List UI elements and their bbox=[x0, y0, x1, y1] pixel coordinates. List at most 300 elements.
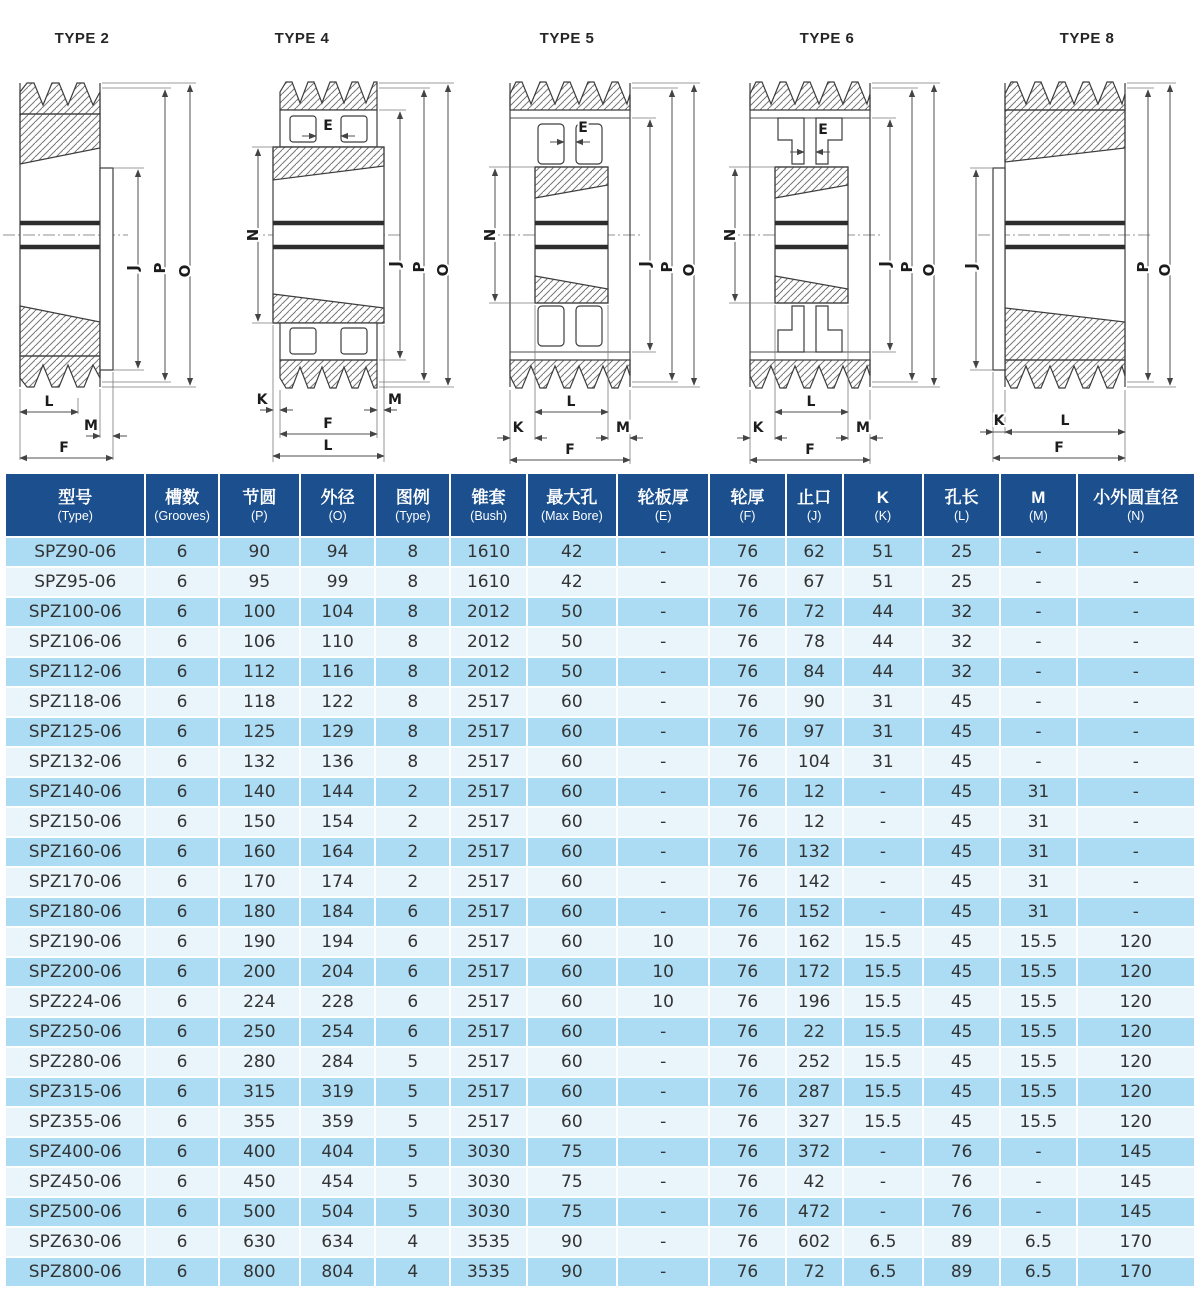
spec-cell: SPZ160-06 bbox=[6, 838, 144, 866]
spec-cell: - bbox=[618, 568, 708, 596]
spec-cell: 145 bbox=[1078, 1198, 1194, 1226]
spec-cell: 60 bbox=[528, 688, 616, 716]
hub-section-upper bbox=[20, 114, 100, 164]
spec-cell: 76 bbox=[710, 808, 784, 836]
column-header-en: (F) bbox=[739, 508, 756, 523]
spec-cell: 5 bbox=[376, 1168, 449, 1196]
column-header bbox=[1001, 474, 1075, 536]
spec-cell: - bbox=[844, 778, 922, 806]
column-header-zh: 外径 bbox=[320, 487, 355, 507]
web-window bbox=[290, 328, 316, 354]
spec-cell: 60 bbox=[528, 1108, 616, 1136]
spec-cell: 170 bbox=[1078, 1228, 1194, 1256]
column-header bbox=[618, 474, 708, 536]
spec-cell: 76 bbox=[924, 1138, 999, 1166]
column-header-zh: K bbox=[876, 487, 890, 507]
spec-cell: 6.5 bbox=[1001, 1228, 1075, 1256]
column-header bbox=[6, 474, 144, 536]
spec-cell: 284 bbox=[301, 1048, 374, 1076]
spec-cell: - bbox=[618, 538, 708, 566]
spec-cell: 76 bbox=[710, 1108, 784, 1136]
spec-cell: 50 bbox=[528, 658, 616, 686]
dim-label-j: J bbox=[962, 263, 980, 269]
spec-cell: 315 bbox=[220, 1078, 299, 1106]
spec-cell: 2517 bbox=[451, 1108, 525, 1136]
dim-label-f: F bbox=[323, 416, 333, 432]
spec-cell: 45 bbox=[924, 1048, 999, 1076]
spec-cell: 6 bbox=[146, 718, 217, 746]
web-window bbox=[290, 116, 316, 142]
spec-cell: 8 bbox=[376, 538, 449, 566]
spec-cell: 142 bbox=[787, 868, 842, 896]
spec-cell: 254 bbox=[301, 1018, 374, 1046]
spec-cell: 95 bbox=[220, 568, 299, 596]
dim-label-f: F bbox=[1054, 440, 1064, 456]
rim-teeth-bottom bbox=[510, 360, 630, 388]
spec-cell: 250 bbox=[220, 1018, 299, 1046]
spec-cell: 6 bbox=[146, 748, 217, 776]
spec-cell: 132 bbox=[787, 838, 842, 866]
type-4-drawing-svg bbox=[240, 52, 470, 467]
spec-cell: 6 bbox=[146, 1108, 217, 1136]
spec-cell: - bbox=[844, 1198, 922, 1226]
dim-label-j: J bbox=[636, 261, 654, 267]
spec-cell: - bbox=[1078, 808, 1194, 836]
spec-cell: 60 bbox=[528, 1078, 616, 1106]
spec-cell: - bbox=[618, 1258, 708, 1286]
spec-cell: - bbox=[618, 1108, 708, 1136]
spec-cell: 118 bbox=[220, 688, 299, 716]
spec-cell: SPZ118-06 bbox=[6, 688, 144, 716]
spec-cell: 45 bbox=[924, 898, 999, 926]
spec-cell: 6 bbox=[146, 1198, 217, 1226]
spec-cell: 112 bbox=[220, 658, 299, 686]
spec-cell: 67 bbox=[787, 568, 842, 596]
column-header-en: (J) bbox=[806, 508, 822, 523]
spec-cell: 32 bbox=[924, 658, 999, 686]
spec-cell: 2517 bbox=[451, 778, 525, 806]
rim-teeth-bottom bbox=[1005, 360, 1125, 388]
spec-cell: 15.5 bbox=[844, 1108, 922, 1136]
rim-teeth-bottom bbox=[750, 360, 870, 388]
spec-cell: 5 bbox=[376, 1078, 449, 1106]
column-header-en: (E) bbox=[654, 508, 672, 523]
table-row bbox=[6, 718, 1194, 746]
diagram-type-8 bbox=[960, 0, 1200, 472]
spec-cell: 99 bbox=[301, 568, 374, 596]
spec-cell: 45 bbox=[924, 868, 999, 896]
diagram-type-2 bbox=[0, 0, 240, 472]
spec-cell: 6 bbox=[146, 568, 217, 596]
spec-cell: 15.5 bbox=[1001, 1078, 1075, 1106]
column-header-en: (O) bbox=[328, 508, 347, 523]
table-row bbox=[6, 1228, 1194, 1256]
spec-cell: 60 bbox=[528, 838, 616, 866]
dim-label-o: O bbox=[680, 263, 698, 277]
spec-cell: 76 bbox=[710, 658, 784, 686]
table-row bbox=[6, 1258, 1194, 1286]
spec-cell: 500 bbox=[220, 1198, 299, 1226]
spec-cell: 2012 bbox=[451, 598, 525, 626]
dim-label-m: M bbox=[84, 418, 98, 434]
spec-cell: 200 bbox=[220, 958, 299, 986]
spec-cell: 15.5 bbox=[1001, 1018, 1075, 1046]
spec-cell: 5 bbox=[376, 1108, 449, 1136]
spec-cell: 800 bbox=[220, 1258, 299, 1286]
dim-label-m: M bbox=[616, 420, 630, 436]
spec-cell: 60 bbox=[528, 958, 616, 986]
dim-label-j: J bbox=[876, 261, 894, 267]
column-header-zh: 槽数 bbox=[165, 487, 200, 507]
spec-cell: 32 bbox=[924, 598, 999, 626]
spec-cell: 6 bbox=[146, 1168, 217, 1196]
table-row bbox=[6, 658, 1194, 686]
spec-cell: 50 bbox=[528, 628, 616, 656]
spec-cell: - bbox=[1001, 658, 1075, 686]
spec-cell: 120 bbox=[1078, 1018, 1194, 1046]
dim-label-e: E bbox=[818, 122, 828, 138]
spec-cell: 125 bbox=[220, 718, 299, 746]
spec-cell: 76 bbox=[710, 538, 784, 566]
spec-cell: 97 bbox=[787, 718, 842, 746]
spec-cell: 76 bbox=[710, 748, 784, 776]
column-header bbox=[528, 474, 616, 536]
spec-cell: SPZ132-06 bbox=[6, 748, 144, 776]
spec-cell: 2517 bbox=[451, 1048, 525, 1076]
spec-cell: 116 bbox=[301, 658, 374, 686]
spec-cell: - bbox=[1078, 868, 1194, 896]
spec-cell: 2 bbox=[376, 838, 449, 866]
type-6-drawing-svg bbox=[720, 52, 950, 467]
rim-teeth-bottom bbox=[20, 356, 100, 387]
spec-cell: - bbox=[1078, 898, 1194, 926]
column-header bbox=[710, 474, 784, 536]
spec-cell: 327 bbox=[787, 1108, 842, 1136]
column-header-en: (Max Bore) bbox=[540, 508, 603, 523]
spec-cell: - bbox=[1001, 748, 1075, 776]
spec-cell: - bbox=[1078, 598, 1194, 626]
dim-label-l: L bbox=[1060, 413, 1070, 429]
spec-cell: 76 bbox=[710, 838, 784, 866]
spec-cell: 15.5 bbox=[1001, 958, 1075, 986]
spec-cell: - bbox=[1078, 718, 1194, 746]
spec-cell: 2517 bbox=[451, 988, 525, 1016]
column-header-zh: 孔长 bbox=[944, 487, 979, 507]
spec-cell: 90 bbox=[528, 1258, 616, 1286]
spec-cell: 3030 bbox=[451, 1138, 525, 1166]
column-header-zh: 最大孔 bbox=[546, 487, 598, 507]
spec-cell: - bbox=[844, 1168, 922, 1196]
spec-cell: 76 bbox=[710, 1018, 784, 1046]
spec-cell: - bbox=[844, 898, 922, 926]
table-row bbox=[6, 538, 1194, 566]
spec-cell: 400 bbox=[220, 1138, 299, 1166]
spec-cell: 31 bbox=[1001, 778, 1075, 806]
spec-cell: 2 bbox=[376, 778, 449, 806]
spec-cell: - bbox=[618, 1198, 708, 1226]
spec-cell: 6 bbox=[376, 898, 449, 926]
spec-cell: 355 bbox=[220, 1108, 299, 1136]
dim-label-m: M bbox=[856, 420, 870, 436]
column-header bbox=[146, 474, 217, 536]
spec-cell: - bbox=[618, 598, 708, 626]
dim-label-o: O bbox=[920, 263, 938, 277]
spec-cell: 144 bbox=[301, 778, 374, 806]
spec-cell: 15.5 bbox=[1001, 928, 1075, 956]
spec-cell: 6 bbox=[146, 688, 217, 716]
spec-cell: 60 bbox=[528, 928, 616, 956]
spec-cell: SPZ250-06 bbox=[6, 1018, 144, 1046]
web-window bbox=[538, 124, 564, 164]
spec-cell: 6 bbox=[146, 928, 217, 956]
spec-cell: 6 bbox=[146, 898, 217, 926]
dim-label-l: L bbox=[44, 394, 54, 410]
table-row bbox=[6, 958, 1194, 986]
column-header-zh: M bbox=[1031, 487, 1046, 507]
table-row bbox=[6, 1168, 1194, 1196]
hub-section-lower bbox=[1005, 308, 1125, 360]
spec-cell: 78 bbox=[787, 628, 842, 656]
dim-label-p: P bbox=[410, 261, 428, 273]
spec-cell: 634 bbox=[301, 1228, 374, 1256]
spec-cell: 472 bbox=[787, 1198, 842, 1226]
spec-cell: 15.5 bbox=[844, 958, 922, 986]
spec-cell: - bbox=[618, 778, 708, 806]
spec-cell: 6 bbox=[146, 778, 217, 806]
spec-cell: 60 bbox=[528, 868, 616, 896]
table-row bbox=[6, 778, 1194, 806]
column-header-en: (Grooves) bbox=[154, 508, 210, 523]
spec-cell: 2517 bbox=[451, 898, 525, 926]
spec-cell: 76 bbox=[710, 628, 784, 656]
header-row bbox=[6, 474, 1194, 536]
spec-cell: 8 bbox=[376, 568, 449, 596]
spec-cell: 25 bbox=[924, 538, 999, 566]
spec-cell: - bbox=[618, 1078, 708, 1106]
spec-cell: SPZ95-06 bbox=[6, 568, 144, 596]
spec-cell: 72 bbox=[787, 1258, 842, 1286]
spec-cell: - bbox=[1001, 718, 1075, 746]
spec-cell: - bbox=[1001, 1138, 1075, 1166]
dim-label-j: J bbox=[386, 261, 404, 267]
spec-cell: 2517 bbox=[451, 688, 525, 716]
spec-cell: SPZ90-06 bbox=[6, 538, 144, 566]
spec-cell: 6 bbox=[146, 628, 217, 656]
spec-cell: 2517 bbox=[451, 838, 525, 866]
column-header bbox=[844, 474, 922, 536]
spec-cell: 8 bbox=[376, 658, 449, 686]
spec-cell: 2517 bbox=[451, 748, 525, 776]
spec-cell: 287 bbox=[787, 1078, 842, 1106]
diagram-title: TYPE 8 bbox=[1059, 30, 1115, 47]
web-window bbox=[538, 306, 564, 346]
spec-cell: 6 bbox=[146, 658, 217, 686]
spec-cell: 76 bbox=[710, 898, 784, 926]
dim-label-k: K bbox=[752, 420, 764, 436]
spec-cell: 45 bbox=[924, 838, 999, 866]
table-row bbox=[6, 1018, 1194, 1046]
spec-cell: SPZ315-06 bbox=[6, 1078, 144, 1106]
table-row bbox=[6, 868, 1194, 896]
spec-cell: - bbox=[1001, 1168, 1075, 1196]
spec-cell: 45 bbox=[924, 1108, 999, 1136]
column-header-zh: 轮板厚 bbox=[637, 487, 689, 507]
spec-cell: 120 bbox=[1078, 1078, 1194, 1106]
table-row bbox=[6, 1198, 1194, 1226]
spec-cell: SPZ630-06 bbox=[6, 1228, 144, 1256]
spec-cell: 44 bbox=[844, 628, 922, 656]
spec-cell: 3535 bbox=[451, 1228, 525, 1256]
rim-teeth-top bbox=[510, 82, 630, 110]
column-header-en: (Type) bbox=[395, 508, 431, 523]
spec-cell: - bbox=[1078, 658, 1194, 686]
diagram-type-4 bbox=[240, 0, 480, 472]
type-8-drawing-svg bbox=[960, 52, 1190, 467]
spec-cell: 120 bbox=[1078, 1048, 1194, 1076]
table-row bbox=[6, 748, 1194, 776]
spec-cell: 172 bbox=[787, 958, 842, 986]
spec-cell: 372 bbox=[787, 1138, 842, 1166]
spec-cell: 252 bbox=[787, 1048, 842, 1076]
table-row bbox=[6, 808, 1194, 836]
column-header bbox=[1078, 474, 1194, 536]
spec-cell: 75 bbox=[528, 1198, 616, 1226]
spec-cell: 6 bbox=[146, 958, 217, 986]
column-header bbox=[301, 474, 374, 536]
spec-cell: SPZ280-06 bbox=[6, 1048, 144, 1076]
spec-cell: 120 bbox=[1078, 988, 1194, 1016]
spec-cell: 60 bbox=[528, 778, 616, 806]
spec-cell: 6 bbox=[146, 538, 217, 566]
table-row bbox=[6, 568, 1194, 596]
spec-cell: 42 bbox=[528, 538, 616, 566]
spec-cell: 152 bbox=[787, 898, 842, 926]
column-header-zh: 图例 bbox=[395, 487, 430, 507]
spec-cell: 45 bbox=[924, 688, 999, 716]
spec-cell: 4 bbox=[376, 1228, 449, 1256]
column-header-zh: 节圆 bbox=[242, 487, 277, 507]
spec-cell: SPZ355-06 bbox=[6, 1108, 144, 1136]
spec-cell: - bbox=[618, 1048, 708, 1076]
table-row bbox=[6, 988, 1194, 1016]
spec-cell: 15.5 bbox=[844, 1018, 922, 1046]
spec-cell: 10 bbox=[618, 958, 708, 986]
spec-cell: 76 bbox=[710, 598, 784, 626]
spec-cell: - bbox=[618, 868, 708, 896]
spec-cell: SPZ500-06 bbox=[6, 1198, 144, 1226]
spec-cell: - bbox=[1078, 748, 1194, 776]
spec-cell: 140 bbox=[220, 778, 299, 806]
spec-cell: 12 bbox=[787, 808, 842, 836]
spec-cell: 6 bbox=[376, 958, 449, 986]
spec-cell: 2 bbox=[376, 808, 449, 836]
spec-cell: 170 bbox=[1078, 1258, 1194, 1286]
spec-cell: 194 bbox=[301, 928, 374, 956]
spec-cell: 12 bbox=[787, 778, 842, 806]
spec-cell: - bbox=[1001, 598, 1075, 626]
spec-cell: 2517 bbox=[451, 718, 525, 746]
spec-cell: 280 bbox=[220, 1048, 299, 1076]
column-header bbox=[376, 474, 449, 536]
rim-teeth-top bbox=[20, 83, 100, 114]
spec-cell: SPZ400-06 bbox=[6, 1138, 144, 1166]
spec-cell: 602 bbox=[787, 1228, 842, 1256]
dim-label-n: N bbox=[721, 228, 739, 242]
spec-cell: 100 bbox=[220, 598, 299, 626]
spec-cell: 45 bbox=[924, 748, 999, 776]
spec-cell: 164 bbox=[301, 838, 374, 866]
spec-cell: 76 bbox=[710, 868, 784, 896]
dim-label-p: P bbox=[151, 262, 169, 274]
spec-cell: SPZ100-06 bbox=[6, 598, 144, 626]
spec-cell: 129 bbox=[301, 718, 374, 746]
spec-cell: 2517 bbox=[451, 958, 525, 986]
spec-cell: 60 bbox=[528, 748, 616, 776]
spec-cell: 154 bbox=[301, 808, 374, 836]
spec-cell: 76 bbox=[710, 1138, 784, 1166]
spec-cell: 6 bbox=[146, 1258, 217, 1286]
column-header-en: (M) bbox=[1029, 508, 1048, 523]
diagram-title: TYPE 6 bbox=[799, 30, 855, 47]
spec-cell: - bbox=[618, 748, 708, 776]
spec-cell: 804 bbox=[301, 1258, 374, 1286]
diagram-title: TYPE 2 bbox=[54, 30, 110, 47]
spec-cell: 104 bbox=[787, 748, 842, 776]
spec-cell: 190 bbox=[220, 928, 299, 956]
dim-label-o: O bbox=[1156, 263, 1174, 277]
spec-cell: - bbox=[1001, 568, 1075, 596]
column-header-zh: 小外圆直径 bbox=[1093, 487, 1179, 507]
spec-cell: 162 bbox=[787, 928, 842, 956]
spec-cell: 62 bbox=[787, 538, 842, 566]
spec-cell: 60 bbox=[528, 718, 616, 746]
spec-cell: 150 bbox=[220, 808, 299, 836]
spec-cell: 15.5 bbox=[844, 988, 922, 1016]
dim-label-p: P bbox=[1134, 261, 1152, 273]
table-row bbox=[6, 598, 1194, 626]
spec-cell: 15.5 bbox=[1001, 1048, 1075, 1076]
spec-cell: 15.5 bbox=[844, 1078, 922, 1106]
diagram-strip bbox=[0, 0, 1200, 472]
dim-label-f: F bbox=[59, 440, 69, 456]
dim-label-f: F bbox=[565, 442, 575, 458]
spec-cell: 31 bbox=[1001, 838, 1075, 866]
spec-cell: 6 bbox=[376, 1018, 449, 1046]
spec-cell: 76 bbox=[710, 1078, 784, 1106]
dim-label-p: P bbox=[898, 261, 916, 273]
spec-cell: 76 bbox=[710, 928, 784, 956]
spec-cell: 45 bbox=[924, 1078, 999, 1106]
spec-cell: - bbox=[1001, 538, 1075, 566]
spec-cell: 454 bbox=[301, 1168, 374, 1196]
dim-label-l: L bbox=[323, 438, 333, 454]
spec-cell: 44 bbox=[844, 598, 922, 626]
type-5-drawing-svg bbox=[480, 52, 710, 467]
spec-cell: 5 bbox=[376, 1138, 449, 1166]
dim-label-k: K bbox=[256, 392, 268, 408]
spec-cell: SPZ200-06 bbox=[6, 958, 144, 986]
spec-cell: - bbox=[618, 628, 708, 656]
spec-cell: 184 bbox=[301, 898, 374, 926]
dim-label-j: J bbox=[124, 265, 142, 271]
spec-cell: 10 bbox=[618, 928, 708, 956]
spec-cell: 90 bbox=[787, 688, 842, 716]
table-row bbox=[6, 688, 1194, 716]
spec-cell: 1610 bbox=[451, 538, 525, 566]
spec-table-head bbox=[6, 474, 1194, 536]
column-header-zh: 锥套 bbox=[471, 487, 506, 507]
spec-cell: 32 bbox=[924, 628, 999, 656]
